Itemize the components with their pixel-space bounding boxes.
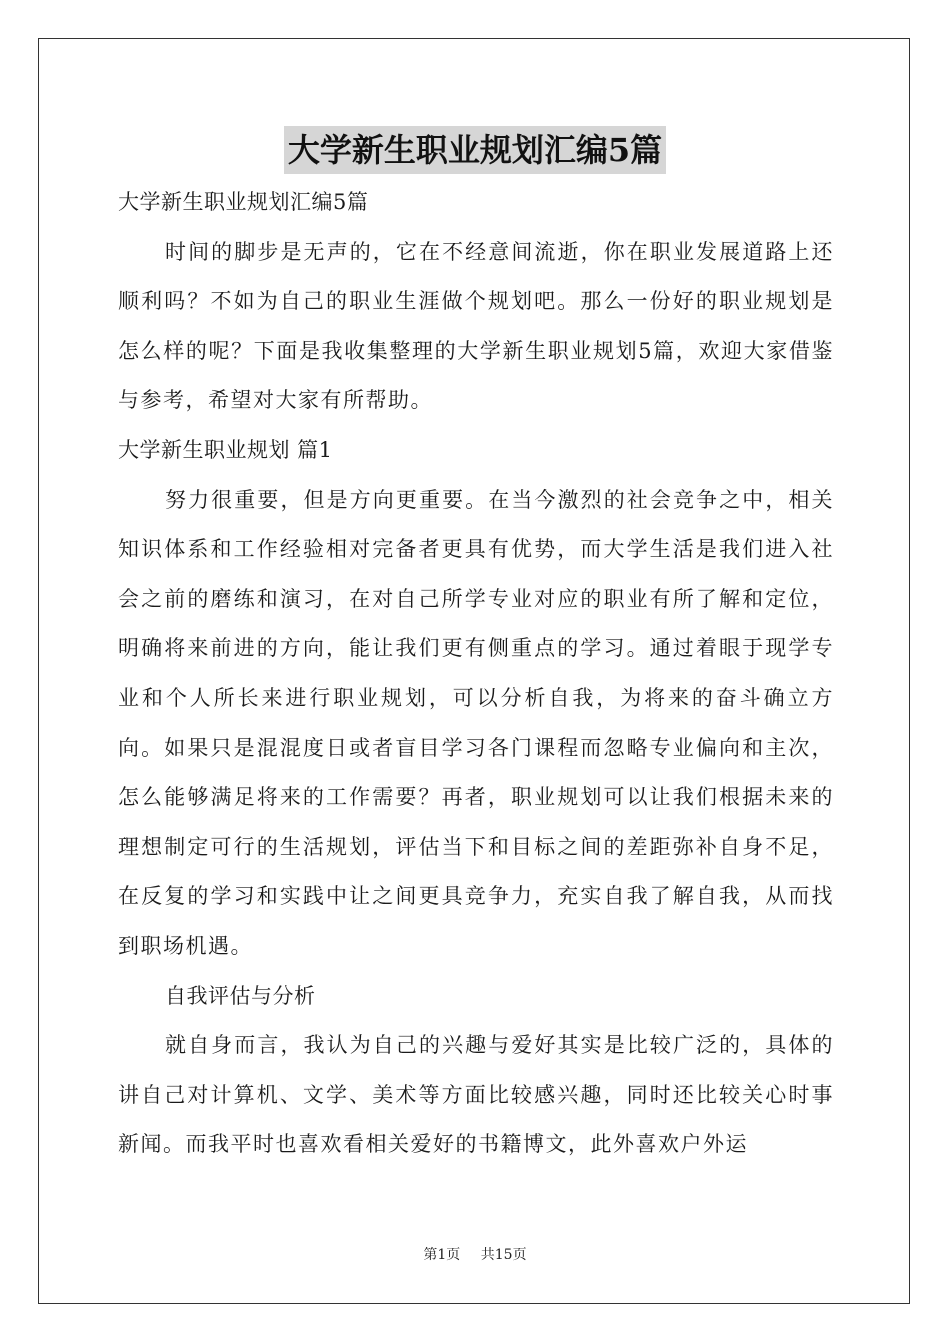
sub-heading: 自我评估与分析: [165, 983, 316, 1008]
document-title-wrapper: [0, 126, 950, 180]
body-paragraph-1: 努力很重要，但是方向更重要。在当今激烈的社会竞争之中，相关知识体系和工作经验相对完备者更具有优势，而大学生活是我们进入社会之前的磨练和演习，在对自己所学专业对应的职业有所了解和定位，明确将来前进的方向，能让我们更有侧重点的学习。通过着眼于现学专业和个人所长来进行职业规划，可以分析自我，为将来的奋斗确立方向。如果只是混混度日或者盲目学习各门课程而忽略专业偏向和主次，怎么能够满足将来的工作需要？再者，职业规划可以让我们根据未来的理想制定可行的生活规划，评估当下和目标之间的差距弥补自身不足，在反复的学习和实践中让之间更具竞争力，充实自我了解自我，从而找到职场机遇。: [118, 487, 834, 958]
page-total: 共15页: [480, 1247, 527, 1263]
document-body: [118, 178, 834, 1170]
body-paragraph-2: 就自身而言，我认为自己的兴趣与爱好其实是比较广泛的，具体的讲自己对计算机、文学、美术等方面比较感兴趣，同时还比较关心时事新闻。而我平时也喜欢看相关爱好的书籍博文，此外喜欢户外运: [118, 1033, 834, 1157]
document-subtitle: 大学新生职业规划汇编5篇: [118, 190, 369, 214]
intro-paragraph: 时间的脚步是无声的，它在不经意间流逝，你在职业发展道路上还顺利吗？不如为自己的职业生涯做个规划吧。那么一份好的职业规划是怎么样的呢？下面是我收集整理的大学新生职业规划5篇，欢迎大家借鉴与参考，希望对大家有所帮助。: [118, 239, 834, 413]
page-number: 第1页: [423, 1247, 461, 1263]
document-title: 大学新生职业规划汇编5篇: [284, 126, 666, 174]
page-footer: [0, 1245, 950, 1265]
section-heading: 大学新生职业规划 篇1: [118, 437, 333, 462]
